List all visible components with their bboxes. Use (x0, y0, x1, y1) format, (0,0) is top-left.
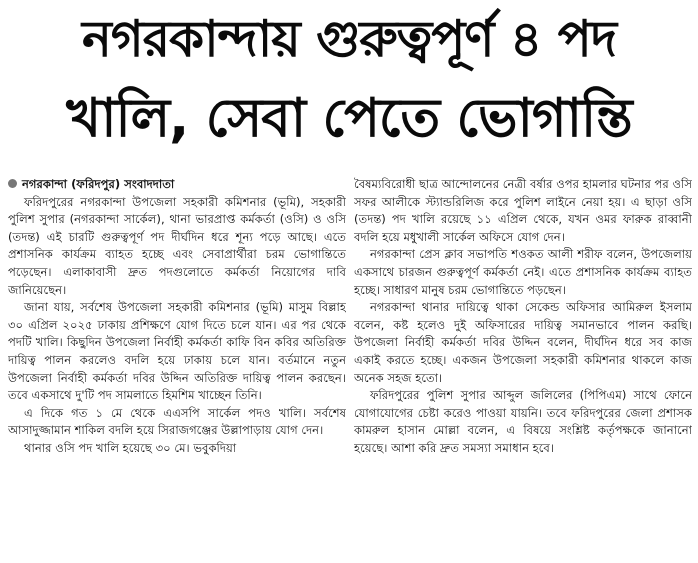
article-body (8, 176, 692, 560)
paragraph: জানা যায়, সর্বশেষ উপজেলা সহকারী কমিশনার (ভূমি) মাসুম বিল্লাহ ৩০ এপ্রিল ২০২৫ ঢাকায় প্রশিক্ষণে যোগ দিতে চলে যান। এর পর থেকে পদটি খালি। কিছুদিন উপজেলা নির্বাহী কর্মকর্তা কাফি বিন কবির অতিরিক্ত দায়িত্ব পালন করলেও বদলি হয়ে ঢাকায় চলে যান। বর্তমানে নতুন উপজেলা নির্বাহী কর্মকর্তা দবির উদ্দিন অতিরিক্ত দায়িত্ব পালন করছেন। তবে একসাথে দু'টি পদ সামলাতে হিমশিম খাচ্ছেন তিনি। (8, 300, 346, 403)
column-left (8, 176, 346, 560)
bullet-icon (8, 179, 17, 188)
paragraph: নগরকান্দা প্রেস ক্লাব সভাপতি শওকত আলী শরীফ বলেন, উপজেলায় একসাথে চারজন গুরুত্বপূর্ণ কর্মকর্তা নেই। এতে প্রশাসনিক কার্যক্রম ব্যাহত হচ্ছে। সাধারণ মানুষ চরম ভোগান্তিতে পড়ছেন। (354, 247, 692, 297)
byline-text: নগরকান্দা (ফরিদপুর) সংবাদদাতা (22, 177, 175, 191)
headline-line-1: নগরকান্দায় গুরুত্বপূর্ণ ৪ পদ (82, 10, 616, 68)
headline-line-2: খালি, সেবা পেতে ভোগান্তি (66, 88, 632, 149)
paragraph: নগরকান্দা থানার দায়িত্বে থাকা সেকেন্ড অফিসার আমিরুল ইসলাম বলেন, কষ্ট হলেও দুই অফিসারের দায়িত্ব সমানভাবে পালন করছি। উপজেলা নির্বাহী কর্মকর্তা দবির উদ্দিন বলেন, দীর্ঘদিন ধরে সব কাজ একাই করতে হচ্ছে। একজন উপজেলা সহকারী কমিশনার থাকলে কাজ অনেক সহজ হতো। (354, 300, 692, 385)
byline (8, 176, 346, 194)
paragraph: ফরিদপুরের পুলিশ সুপার আব্দুল জলিলের (পিপিএম) সাথে ফোনে যোগাযোগের চেষ্টা করেও পাওয়া যায়নি। তবে ফরিদপুরের জেলা প্রশাসক কামরুল হাসান মোল্লা বলেন, এ বিষয়ে সংশ্লিষ্ট কর্তৃপক্ষকে জানানো হয়েছে। আশা করি দ্রুত সমস্যা সমাধান হবে। (354, 388, 692, 455)
paragraph: বৈষম্যবিরোধী ছাত্র আন্দোলনের নেত্রী বর্ষার ওপর হামলার ঘটনার পর ওসি সফর আলীকে স্ট্যান্ডরিলিজ করে পুলিশ লাইনে নেয়া হয়। এ ছাড়া ওসি (তদন্ত) পদ খালি রয়েছে ১১ এপ্রিল থেকে, যখন ওমর ফারুক রাব্বানী বদলি হয়ে মধুখালী সার্কেল অফিসে যোগ দেন। (354, 177, 692, 244)
paragraph: এ দিকে গত ১ মে থেকে এএসপি সার্কেল পদও খালি। সর্বশেষ আসাদুজ্জামান শাকিল বদলি হয়ে সিরাজগঞ্জের উল্লাপাড়ায় যোগ দেন। (8, 405, 346, 438)
paragraph: ফরিদপুরের নগরকান্দা উপজেলা সহকারী কমিশনার (ভূমি), সহকারী পুলিশ সুপার (নগরকান্দা সার্কেল), থানা ভারপ্রাপ্ত কর্মকর্তা (ওসি) ও ওসি (তদন্ত) এই চারটি গুরুত্বপূর্ণ পদ দীর্ঘদিন ধরে শূন্য পড়ে আছে। এতে প্রশাসনিক কার্যক্রম ব্যাহত হচ্ছে এবং সেবাপ্রার্থীরা চরম ভোগান্তিতে পড়েছেন। এলাকাবাসী দ্রুত পদগুলোতে কর্মকর্তা নিয়োগের দাবি জানিয়েছেন। (8, 194, 346, 297)
column-right (354, 176, 692, 560)
paragraph: থানার ওসি পদ খালি হয়েছে ৩০ মে। ভবুকদিয়া (24, 440, 237, 455)
headline (0, 0, 698, 172)
